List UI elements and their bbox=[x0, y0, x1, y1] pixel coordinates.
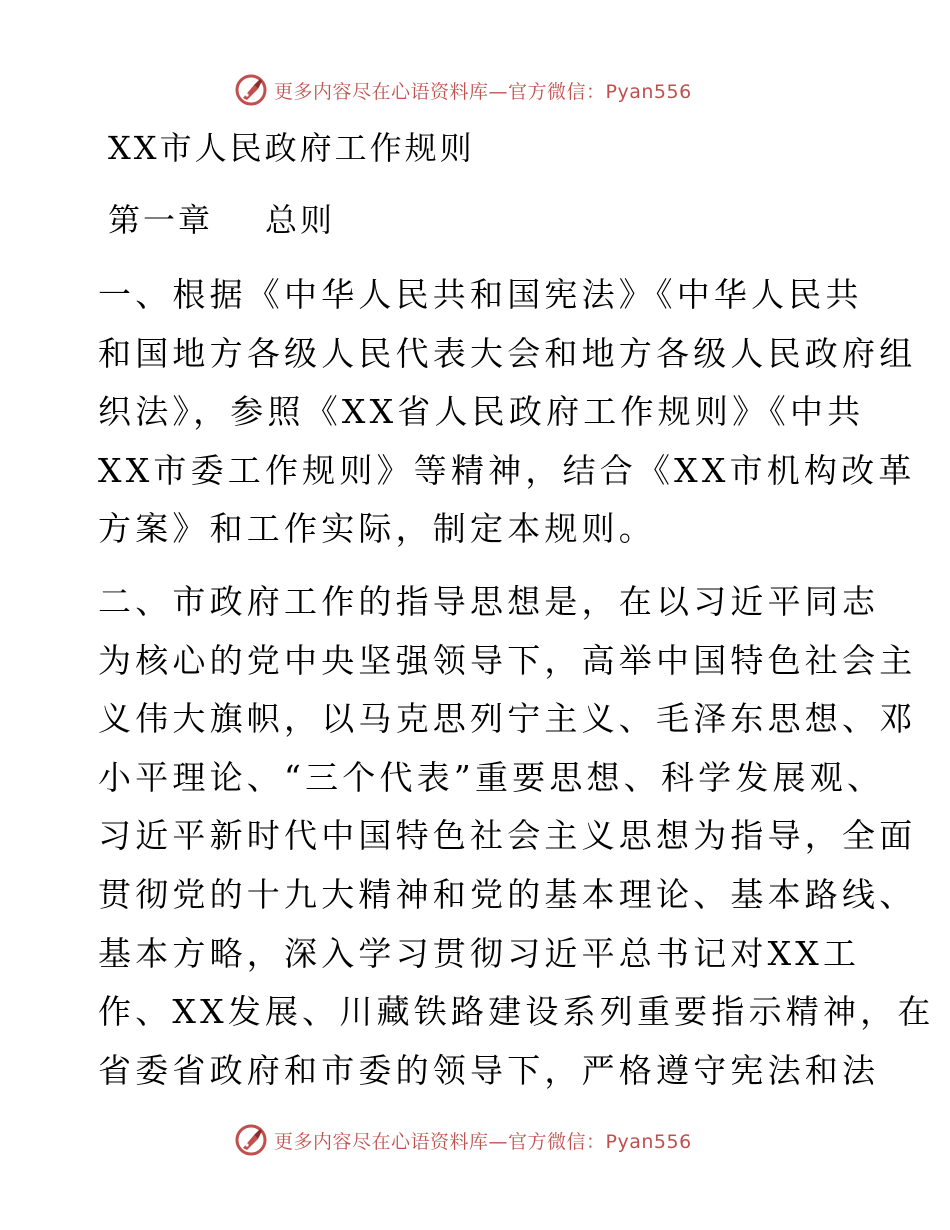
chapter-heading bbox=[108, 196, 335, 244]
text-line: 习近平新时代中国特色社会主义思想为指导，全面 bbox=[98, 816, 917, 856]
text-line: 一、根据《中华人民共和国宪法》《中华人民共 bbox=[98, 275, 863, 314]
watermark-header bbox=[234, 70, 714, 110]
document-title: XX市人民政府工作规则 bbox=[108, 129, 475, 167]
watermark-text: 更多内容尽在心语资料库—官方微信：Pyan556 bbox=[274, 1130, 692, 1153]
text-line: 为核心的党中央坚强领导下，高举中国特色社会主 bbox=[98, 640, 917, 680]
watermark-text: 更多内容尽在心语资料库—官方微信：Pyan556 bbox=[274, 80, 692, 103]
text-line: 省委省政府和市委的领导下，严格遵守宪法和法 bbox=[98, 1050, 880, 1090]
article-paragraph-2 bbox=[98, 573, 935, 1100]
article-paragraph-1 bbox=[98, 266, 917, 559]
text-line: 贯彻党的十九大精神和党的基本理论、基本路线、 bbox=[98, 874, 917, 914]
chapter-number: 第一章 bbox=[108, 201, 214, 239]
text-line: 和国地方各级人民代表大会和地方各级人民政府组 bbox=[98, 333, 917, 373]
text-line: 作、XX发展、川藏铁路建设系列重要指示精神，在 bbox=[98, 992, 935, 1032]
text-line: 基本方略，深入学习贯彻习近平总书记对XX工 bbox=[98, 933, 861, 973]
text-line: XX市委工作规则》等精神，结合《XX市机构改革 bbox=[98, 450, 916, 490]
text-line: 方案》和工作实际，制定本规则。 bbox=[98, 509, 656, 549]
pen-nib-logo-icon bbox=[234, 73, 268, 107]
pen-nib-logo-icon bbox=[234, 1123, 268, 1157]
text-line: 小平理论、“三个代表”重要思想、科学发展观、 bbox=[98, 757, 885, 797]
chapter-name: 总则 bbox=[265, 201, 336, 239]
text-line: 织法》，参照《XX省人民政府工作规则》《中共 bbox=[98, 392, 865, 432]
text-line: 二、市政府工作的指导思想是，在以习近平同志 bbox=[98, 582, 880, 621]
text-line: 义伟大旗帜，以马克思列宁主义、毛泽东思想、邓 bbox=[98, 699, 917, 739]
watermark-footer bbox=[234, 1120, 714, 1160]
